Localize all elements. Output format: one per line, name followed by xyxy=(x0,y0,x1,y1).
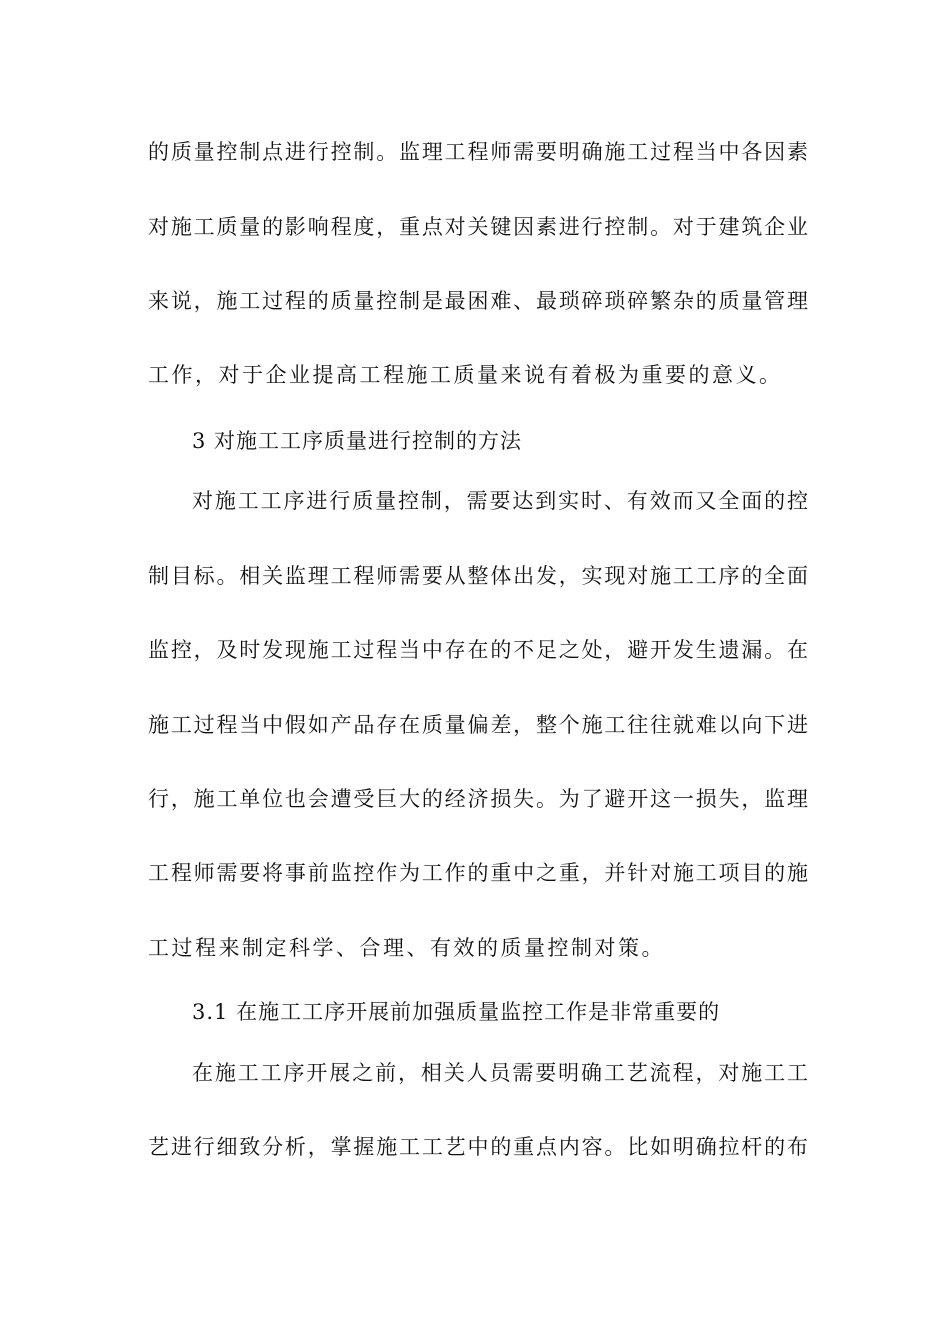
paragraph-2-line-4: 施工过程当中假如产品存在质量偏差，整个施工往往就难以向下进 xyxy=(148,713,808,737)
paragraph-2-line-5: 行，施工单位也会遭受巨大的经济损失。为了避开这一损失，监理 xyxy=(148,787,808,811)
paragraph-1-line-4: 工作，对于企业提高工程施工质量来说有着极为重要的意义。 xyxy=(148,363,783,387)
section-heading-3-1: 3.1 在施工工序开展前加强质量监控工作是非常重要的 xyxy=(192,1000,721,1024)
paragraph-1-line-2: 对施工质量的影响程度，重点对关键因素进行控制。对于建筑企业 xyxy=(148,215,808,239)
paragraph-1-line-1: 的质量控制点进行控制。监理工程师需要明确施工过程当中各因素 xyxy=(148,140,808,164)
paragraph-2-line-1: 对施工工序进行质量控制，需要达到实时、有效而又全面的控 xyxy=(192,489,808,513)
paragraph-1-line-3: 来说，施工过程的质量控制是最困难、最琐碎琐碎繁杂的质量管理 xyxy=(148,289,808,313)
paragraph-2-line-6: 工程师需要将事前监控作为工作的重中之重，并针对施工项目的施 xyxy=(148,861,808,885)
section-heading-3: 3 对施工工序质量进行控制的方法 xyxy=(192,429,523,453)
paragraph-3-line-1: 在施工工序开展之前，相关人员需要明确工艺流程，对施工工 xyxy=(192,1061,808,1085)
paragraph-2-line-7: 工过程来制定科学、合理、有效的质量控制对策。 xyxy=(148,936,665,960)
paragraph-2-line-3: 监控，及时发现施工过程当中存在的不足之处，避开发生遗漏。在 xyxy=(148,638,808,662)
paragraph-3-line-2: 艺进行细致分析，掌握施工工艺中的重点内容。比如明确拉杆的布 xyxy=(148,1135,808,1159)
paragraph-2-line-2: 制目标。相关监理工程师需要从整体出发，实现对施工工序的全面 xyxy=(148,564,808,588)
